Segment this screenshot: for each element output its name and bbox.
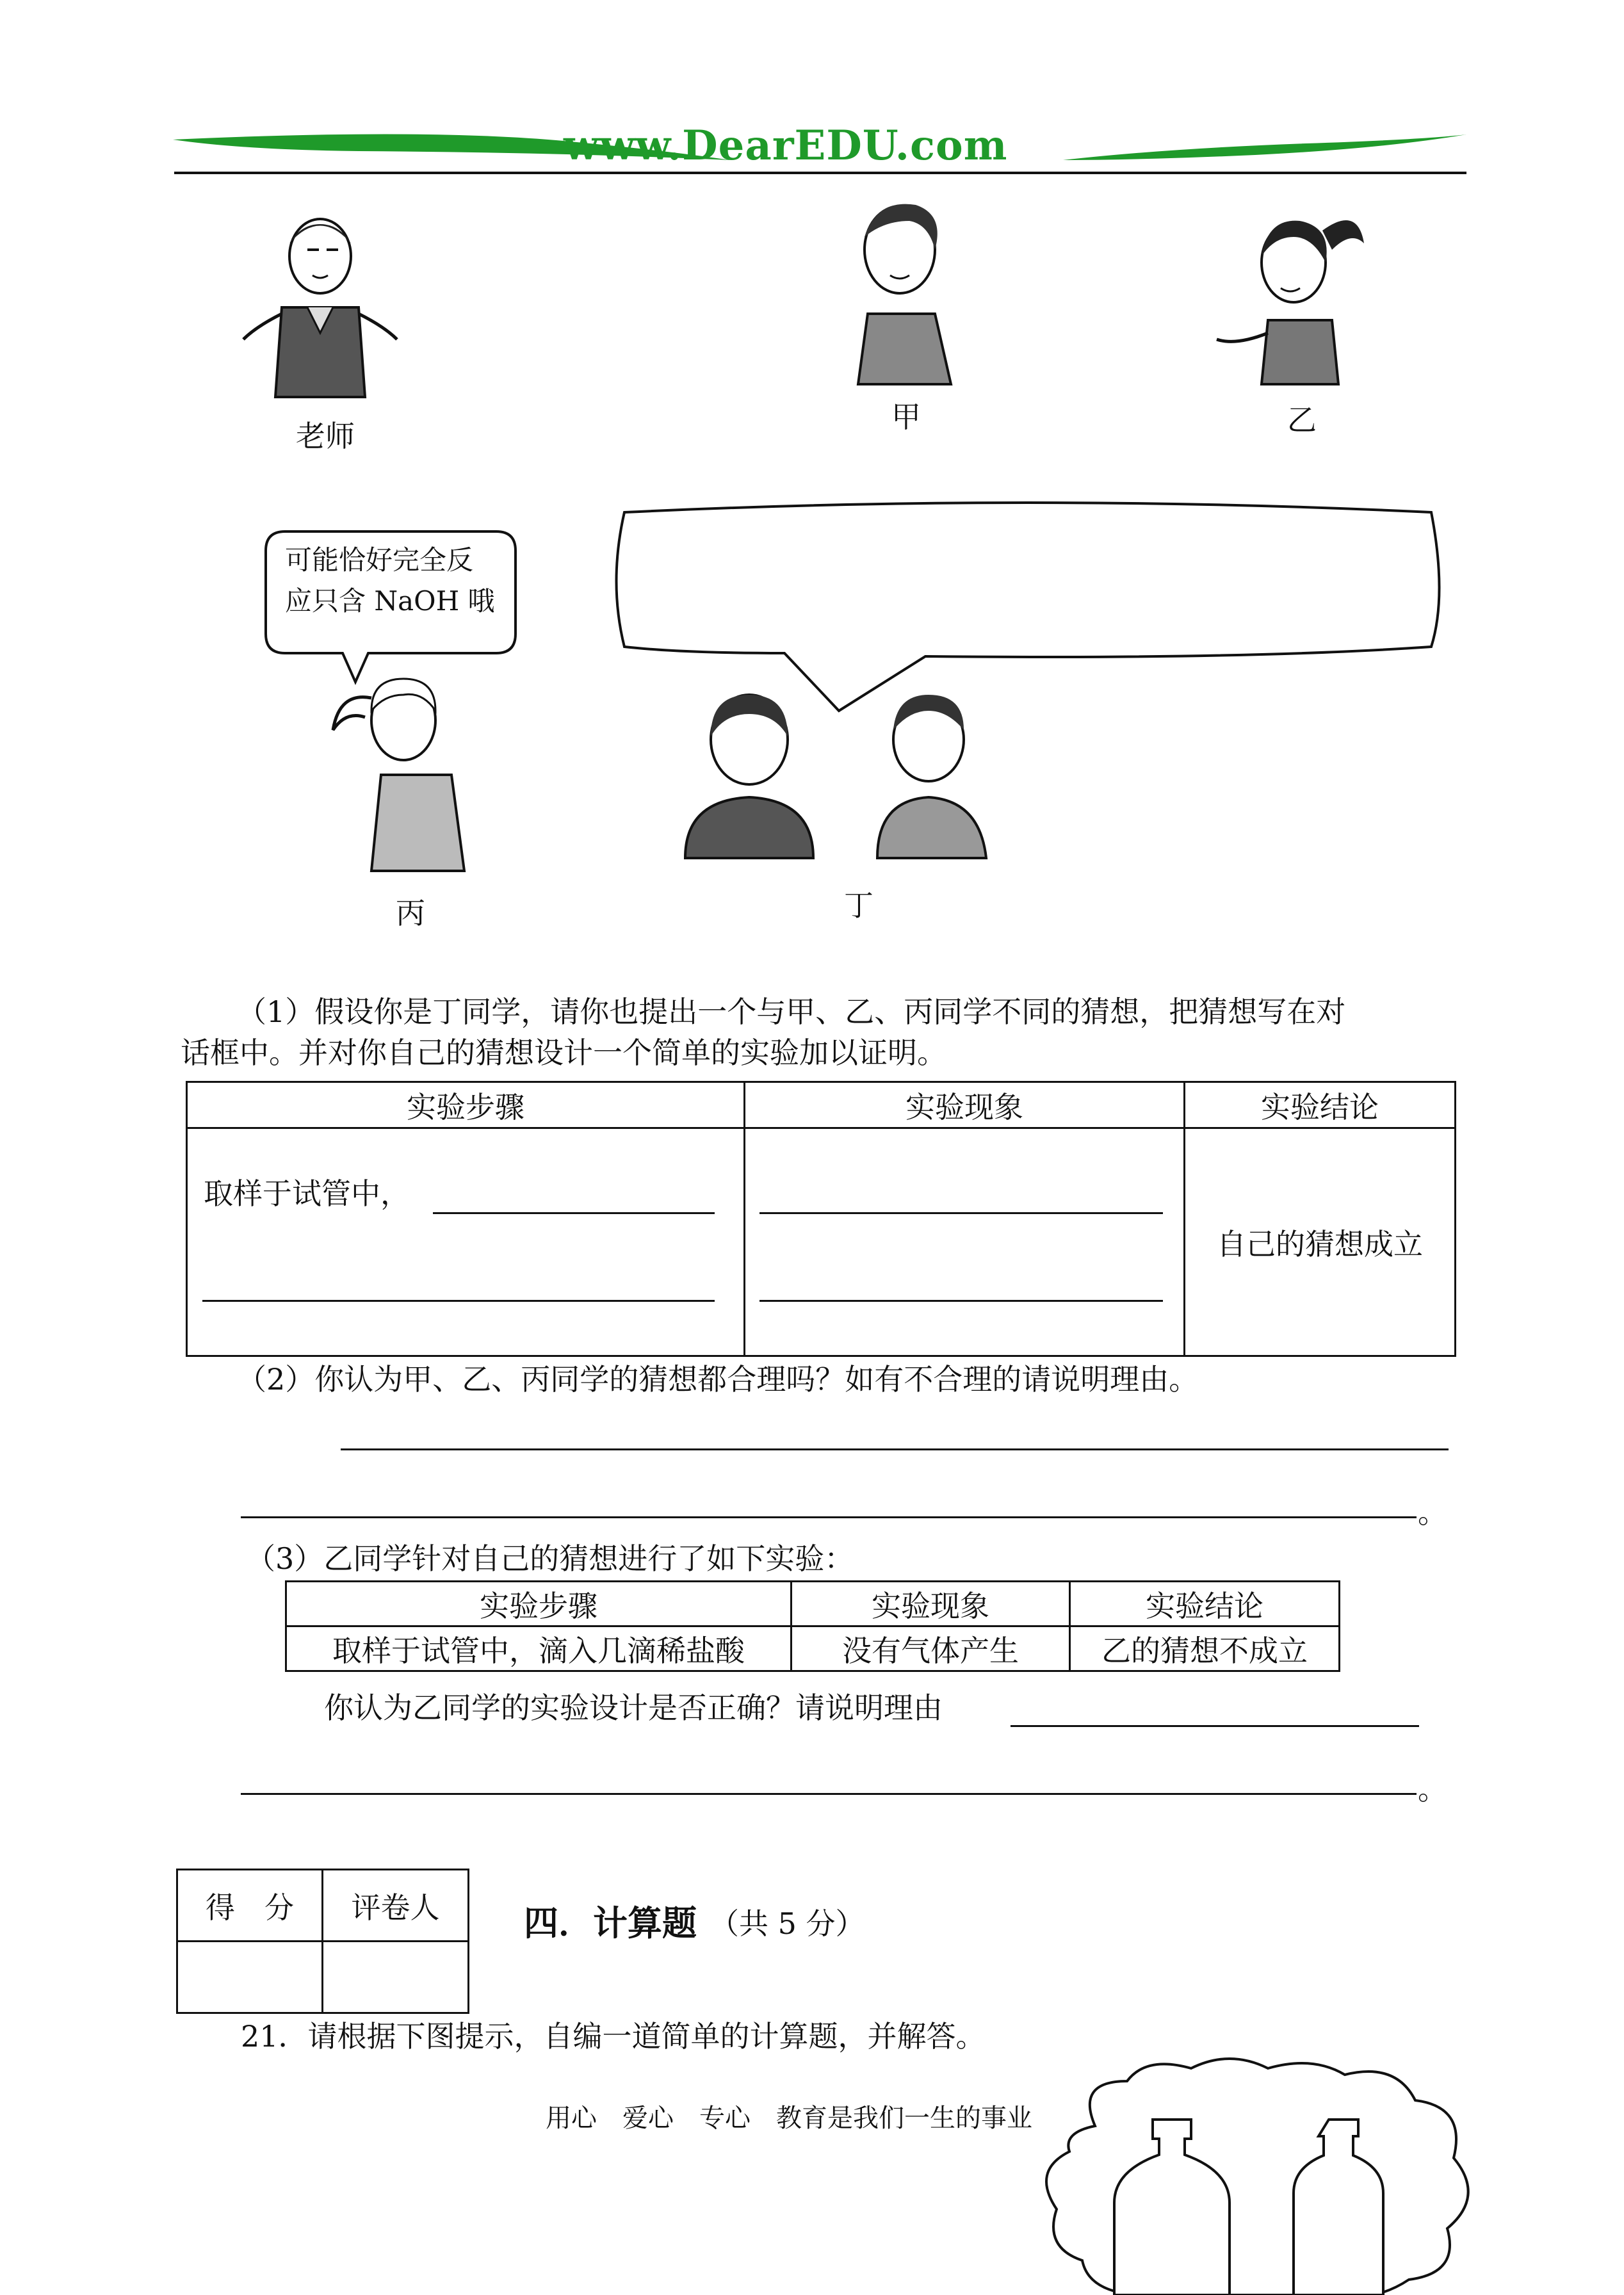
q1-step-blank-1[interactable] xyxy=(433,1212,715,1214)
q2-end-mark: 。 xyxy=(1418,1495,1447,1530)
q3-header-conclusion: 实验结论 xyxy=(1070,1582,1340,1626)
q3-end-mark: 。 xyxy=(1418,1772,1447,1806)
q3-reason-blank[interactable] xyxy=(1011,1725,1419,1727)
q3-experiment-table xyxy=(285,1580,1340,1672)
jia-label: 甲 xyxy=(891,400,921,434)
q3-header-steps: 实验步骤 xyxy=(286,1582,792,1626)
students-ding-illustration xyxy=(672,679,1025,864)
q1-step-prefix: 取样于试管中， xyxy=(204,1176,410,1211)
site-logo-text: www.DearEDU.com xyxy=(564,122,1008,170)
q1-phenomena-cell xyxy=(745,1128,1185,1356)
bing-bubble-line2: 应只含 NaOH 哦 xyxy=(285,585,495,617)
section4-title: 四．计算题 xyxy=(524,1902,697,1943)
student-bing-illustration xyxy=(320,660,480,877)
grader-cell[interactable] xyxy=(323,1942,469,2013)
q1-text-line2: 话框中。并对你自己的猜想设计一个简单的实验加以证明。 xyxy=(181,1035,946,1070)
q1-phenomena-blank-1[interactable] xyxy=(759,1212,1163,1214)
bing-bubble-line1: 可能恰好完全反 xyxy=(285,544,474,576)
banner-right-swoosh xyxy=(1063,134,1466,160)
bottles-cloud-illustration xyxy=(1037,2056,1486,2295)
student-yi-illustration xyxy=(1210,192,1396,391)
score-header: 得 分 xyxy=(177,1870,323,1942)
student-jia-illustration xyxy=(839,186,967,391)
q2-answer-line-1[interactable] xyxy=(341,1448,1449,1450)
q3-row-phenomena: 没有气体产生 xyxy=(792,1626,1070,1671)
q1-conclusion-cell: 自己的猜想成立 xyxy=(1185,1128,1456,1356)
q21-text: 21．请根据下图提示，自编一道简单的计算题，并解答。 xyxy=(241,2019,986,2054)
q1-step-blank-2[interactable] xyxy=(202,1300,715,1302)
grader-header: 评卷人 xyxy=(323,1870,469,1942)
q3-question: 你认为乙同学的实验设计是否正确？请说明理由 xyxy=(324,1691,943,1725)
score-cell[interactable] xyxy=(177,1942,323,2013)
score-table xyxy=(176,1869,469,2014)
yi-label: 乙 xyxy=(1287,403,1317,437)
bing-label: 丙 xyxy=(396,896,425,930)
section4-points: （共 5 分） xyxy=(710,1906,865,1941)
teacher-label: 老师 xyxy=(296,419,355,453)
q3-answer-line[interactable] xyxy=(241,1793,1417,1795)
q1-phenomena-blank-2[interactable] xyxy=(759,1300,1163,1302)
q1-header-steps: 实验步骤 xyxy=(187,1082,745,1128)
q1-experiment-table xyxy=(186,1081,1456,1357)
q2-answer-line-2[interactable] xyxy=(241,1516,1417,1518)
ding-label: 丁 xyxy=(844,888,873,923)
q1-steps-cell xyxy=(187,1128,745,1356)
q3-row-conclusion: 乙的猜想不成立 xyxy=(1070,1626,1340,1671)
q2-text: （2）你认为甲、乙、丙同学的猜想都合理吗？如有不合理的请说明理由。 xyxy=(237,1362,1199,1397)
teacher-illustration xyxy=(231,211,403,403)
q1-text-line1: （1）假设你是丁同学，请你也提出一个与甲、乙、丙同学不同的猜想，把猜想写在对 xyxy=(237,994,1346,1029)
q1-header-phenomena: 实验现象 xyxy=(745,1082,1185,1128)
q3-row-steps: 取样于试管中，滴入几滴稀盐酸 xyxy=(286,1626,792,1671)
q3-text: （3）乙同学针对自己的猜想进行了如下实验： xyxy=(246,1541,854,1576)
footer-motto: 用心 爱心 专心 教育是我们一生的事业 xyxy=(546,2104,1032,2133)
q3-header-phenomena: 实验现象 xyxy=(792,1582,1070,1626)
q1-header-conclusion: 实验结论 xyxy=(1185,1082,1456,1128)
